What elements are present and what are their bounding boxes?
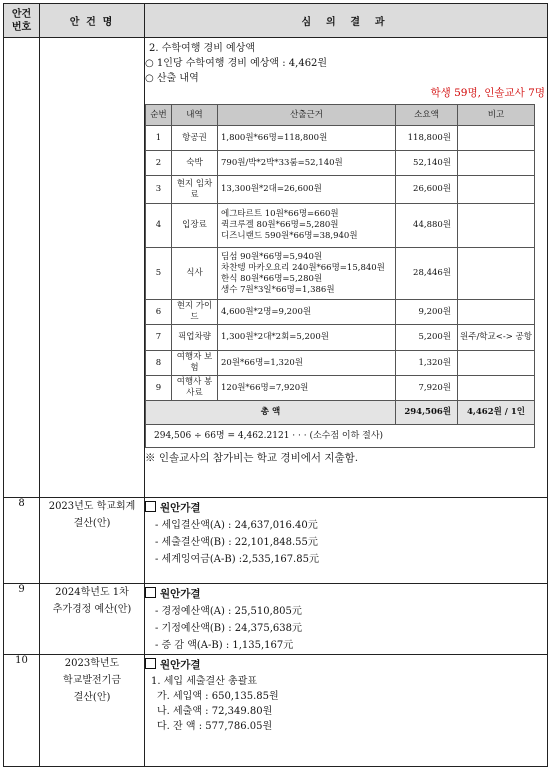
basis-line: 한식 80원*66명=5,280원 bbox=[221, 273, 323, 284]
cost-row-amount: 44,880원 bbox=[396, 204, 458, 248]
cost-row-amount: 118,800원 bbox=[396, 126, 458, 151]
decision-heading bbox=[145, 657, 547, 674]
cost-row-item: 식사 bbox=[172, 248, 218, 300]
sub-header-no: 순번 bbox=[146, 105, 172, 126]
cost-row bbox=[146, 151, 535, 176]
cost-row-note bbox=[458, 126, 535, 151]
result-line: - 기정예산액(B) : 24,375,638元 bbox=[155, 623, 302, 634]
checkbox-icon bbox=[145, 658, 156, 669]
header-no: 안건 번호 bbox=[4, 4, 40, 38]
basis-line: 디즈니랜드 590원*66명=38,940원 bbox=[221, 231, 358, 241]
agenda-result bbox=[145, 655, 548, 767]
agenda-result bbox=[145, 498, 548, 584]
cost-row-item: 여행사 봉사료 bbox=[172, 376, 218, 401]
cost-row-note: 원주/학교<-> 공항 bbox=[458, 325, 535, 351]
cost-row-item: 현지 임차료 bbox=[172, 176, 218, 204]
agenda-title: 2023학년도 학교발전기금 결산(안) bbox=[40, 655, 145, 767]
basis-line: 120원*66명=7,920원 bbox=[221, 382, 309, 393]
agenda-no: 9 bbox=[4, 584, 40, 655]
decision-heading bbox=[145, 500, 547, 517]
decision-label: 원안가결 bbox=[160, 502, 201, 514]
cost-row-amount: 1,320원 bbox=[396, 351, 458, 376]
cost-row bbox=[146, 248, 535, 300]
cost-row-no: 1 bbox=[146, 126, 172, 151]
per-person-formula: 294,506 ÷ 66명 = 4,462.2121 · · · (소수점 이하 절사) bbox=[154, 431, 384, 441]
cost-row-amount: 52,140원 bbox=[396, 151, 458, 176]
result-line: 1. 세입 세출결산 총괄표 bbox=[151, 676, 258, 687]
sub-header-basis: 산출근거 bbox=[218, 105, 396, 126]
cost-row-amount: 5,200원 bbox=[396, 325, 458, 351]
cost-row-no: 5 bbox=[146, 248, 172, 300]
cost-breakdown-table bbox=[145, 104, 535, 448]
cost-row-basis bbox=[218, 325, 396, 351]
agenda-row bbox=[4, 498, 548, 584]
header-result: 심 의 결 과 bbox=[145, 4, 548, 38]
cost-row-item: 픽업차량 bbox=[172, 325, 218, 351]
agenda-title: 2023년도 학교회계 결산(안) bbox=[40, 498, 145, 584]
decision-heading bbox=[145, 586, 547, 603]
result-line: - 증 감 액(A-B) : 1,135,167元 bbox=[155, 640, 294, 651]
total-per-person: 4,462원 / 1인 bbox=[458, 401, 535, 425]
cost-row-basis bbox=[218, 376, 396, 401]
checkbox-icon bbox=[145, 501, 156, 512]
cost-row-amount: 28,446원 bbox=[396, 248, 458, 300]
basis-line: 4,600원*2명=9,200원 bbox=[221, 306, 312, 317]
footnote: ※ 인솔교사의 참가비는 학교 경비에서 지출함. bbox=[145, 452, 359, 464]
row-7-result bbox=[145, 38, 548, 498]
decision-label: 원안가결 bbox=[160, 659, 201, 671]
sub-header-item: 내역 bbox=[172, 105, 218, 126]
agenda-no: 8 bbox=[4, 498, 40, 584]
basis-line: 딤섬 90원*66명=5,940원 bbox=[221, 251, 323, 262]
total-label: 총 액 bbox=[146, 401, 396, 425]
trip-cost-title: 2. 수학여행 경비 예상액 bbox=[149, 43, 256, 54]
minutes-table bbox=[3, 3, 548, 767]
row-7-no bbox=[4, 38, 40, 498]
cost-row-note bbox=[458, 204, 535, 248]
decision-label: 원안가결 bbox=[160, 588, 201, 600]
cost-row bbox=[146, 204, 535, 248]
result-line: - 경정예산액(A) : 25,510,805元 bbox=[155, 606, 302, 617]
cost-row-note bbox=[458, 300, 535, 325]
cost-row-basis bbox=[218, 351, 396, 376]
cost-row bbox=[146, 351, 535, 376]
basis-line: 1,300원*2대*2회=5,200원 bbox=[221, 332, 329, 342]
headcount: 학생 59명, 인솔교사 7명 bbox=[430, 87, 545, 99]
result-line: - 세입결산액(A) : 24,637,016.40元 bbox=[155, 520, 318, 531]
cost-row-note bbox=[458, 176, 535, 204]
cost-row bbox=[146, 325, 535, 351]
cost-row-no: 2 bbox=[146, 151, 172, 176]
basis-line: 퀵크루겔 80원*66명=5,280원 bbox=[221, 220, 339, 230]
agenda-no: 10 bbox=[4, 655, 40, 767]
checkbox-icon bbox=[145, 587, 156, 598]
result-line: 다. 잔 액 : 577,786.05원 bbox=[157, 721, 273, 732]
basis-line: 20원*66명=1,320원 bbox=[221, 357, 303, 368]
agenda-row bbox=[4, 584, 548, 655]
per-person-cost: ○ 1인당 수학여행 경비 예상액 : 4,462원 bbox=[145, 58, 328, 69]
cost-row-basis bbox=[218, 176, 396, 204]
cost-row bbox=[146, 300, 535, 325]
cost-row-no: 7 bbox=[146, 325, 172, 351]
cost-row-basis bbox=[218, 151, 396, 176]
result-line: 나. 세출액 : 72,349.80원 bbox=[157, 706, 273, 717]
cost-row-note bbox=[458, 376, 535, 401]
cost-row-basis bbox=[218, 204, 396, 248]
cost-row-note bbox=[458, 248, 535, 300]
cost-row-item: 입장료 bbox=[172, 204, 218, 248]
header-item: 안 건 명 bbox=[40, 4, 145, 38]
cost-row-basis bbox=[218, 126, 396, 151]
basis-line: 790원/박*2박*33룸=52,140원 bbox=[221, 157, 343, 168]
cost-row bbox=[146, 126, 535, 151]
agenda-result bbox=[145, 584, 548, 655]
result-line: - 세출결산액(B) : 22,101,848.55元 bbox=[155, 537, 318, 548]
cost-row bbox=[146, 376, 535, 401]
sub-header-note: 비고 bbox=[458, 105, 535, 126]
cost-row-item: 여행자 보험 bbox=[172, 351, 218, 376]
cost-row-basis bbox=[218, 248, 396, 300]
cost-row-no: 8 bbox=[146, 351, 172, 376]
cost-row-no: 3 bbox=[146, 176, 172, 204]
cost-row-item: 현지 가이드 bbox=[172, 300, 218, 325]
agenda-row bbox=[4, 655, 548, 767]
basis-line: 생수 7원*3일*66명=1,386원 bbox=[221, 284, 335, 295]
cost-row-basis bbox=[218, 300, 396, 325]
cost-row bbox=[146, 176, 535, 204]
result-line: 가. 세입액 : 650,135.85원 bbox=[157, 691, 279, 702]
agenda-title: 2024학년도 1차 추가경정 예산(안) bbox=[40, 584, 145, 655]
sub-header-cost: 소요액 bbox=[396, 105, 458, 126]
basis-line: 에그타르트 10원*66명=660원 bbox=[221, 209, 339, 219]
calc-label: ○ 산출 내역 bbox=[145, 73, 199, 84]
cost-row-note bbox=[458, 351, 535, 376]
cost-row-amount: 9,200원 bbox=[396, 300, 458, 325]
formula-cell bbox=[146, 425, 535, 448]
cost-row-no: 6 bbox=[146, 300, 172, 325]
total-cost: 294,506원 bbox=[396, 401, 458, 425]
result-line: - 세계잉여금(A-B) :2,535,167.85元 bbox=[155, 554, 319, 565]
cost-row-no: 4 bbox=[146, 204, 172, 248]
basis-line: 1,800원*66명=118,800원 bbox=[221, 132, 328, 143]
basis-line: 차찬텡 마카오요리 240원*66명=15,840원 bbox=[221, 262, 385, 273]
cost-row-amount: 7,920원 bbox=[396, 376, 458, 401]
cost-row-amount: 26,600원 bbox=[396, 176, 458, 204]
row-7-item bbox=[40, 38, 145, 498]
cost-row-note bbox=[458, 151, 535, 176]
cost-row-no: 9 bbox=[146, 376, 172, 401]
basis-line: 13,300원*2대=26,600원 bbox=[221, 184, 322, 194]
cost-row-item: 숙박 bbox=[172, 151, 218, 176]
cost-row-item: 항공권 bbox=[172, 126, 218, 151]
